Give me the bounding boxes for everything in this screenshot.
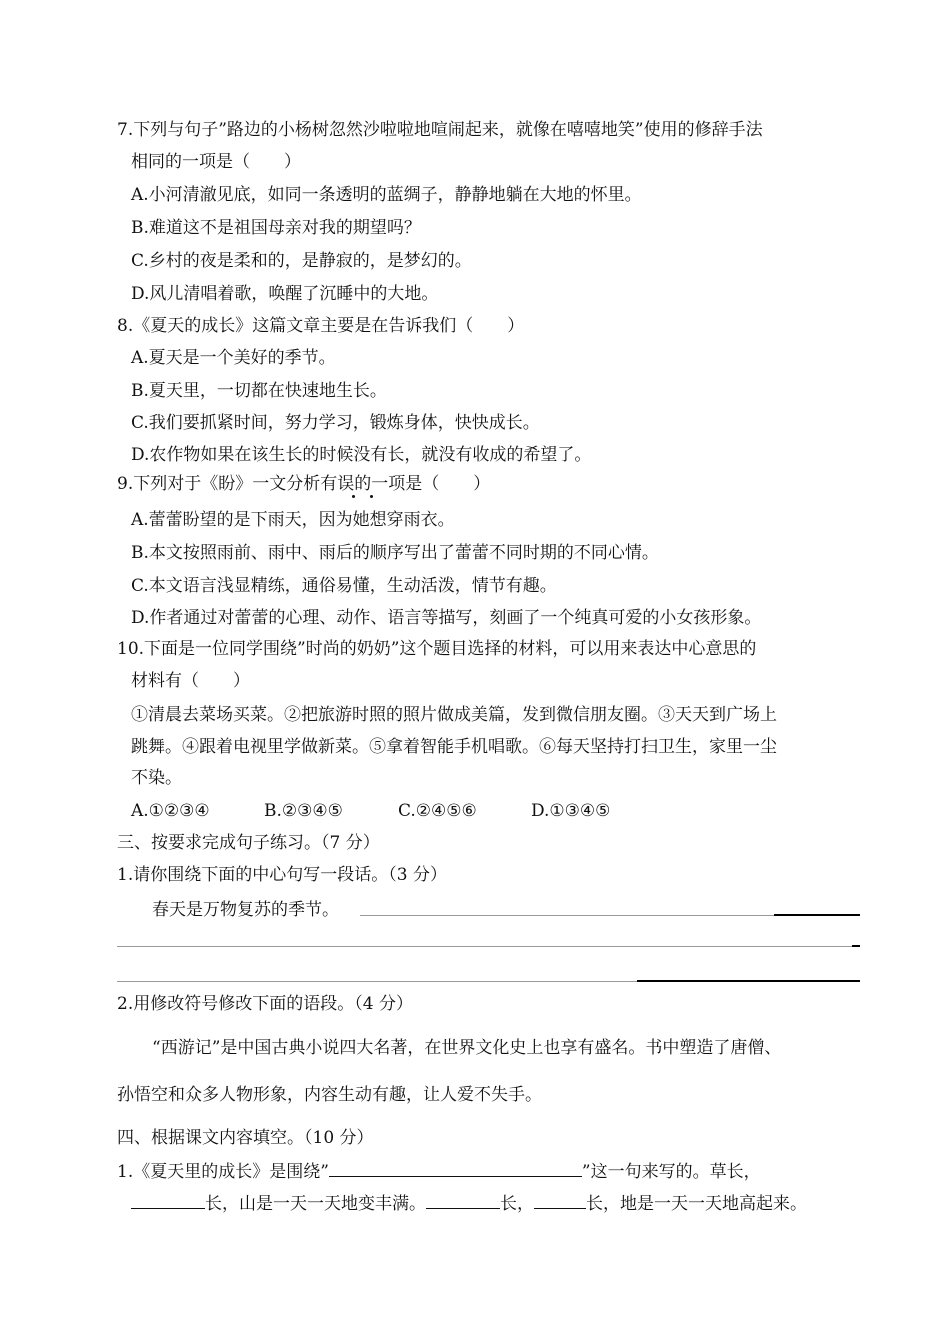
passage-line1: “西游记”是中国古典小说四大名著，在世界文化史上也享有盛名。书中塑造了唐僧、 [152, 1038, 782, 1058]
line2-text-b: 长， [500, 1194, 534, 1214]
q7-stem-line1: 7.下列与句子”路边的小杨树忽然沙啦啦地喧闹起来，就像在嘻嘻地笑”使用的修辞手法 [117, 120, 763, 140]
item1-text-a: 1.《夏天里的成长》是围绕” [117, 1162, 329, 1182]
q8-option-b: B.夏天里，一切都在快速地生长。 [131, 381, 387, 401]
q10-option-a: A.①②③④ [131, 801, 210, 821]
q10-option-d: D.①③④⑤ [531, 801, 611, 821]
q10-stem-line2: 材料有（ ） [131, 671, 250, 691]
answer-line [852, 945, 860, 947]
q9-option-d: D.作者通过对蕾蕾的心理、动作、语言等描写，刻画了一个纯真可爱的小女孩形象。 [131, 608, 762, 628]
section4-title: 四、根据课文内容填空。（10 分） [117, 1128, 374, 1148]
section3-title: 三、按要求完成句子练习。（7 分） [117, 833, 380, 853]
q7-stem-line2: 相同的一项是（ ） [131, 152, 301, 172]
q7-option-d: D.风儿清唱着歌，唤醒了沉睡中的大地。 [131, 284, 439, 304]
section3-item1: 1.请你围绕下面的中心句写一段话。（3 分） [117, 865, 447, 885]
q7-option-a: A.小河清澈见底，如同一条透明的蓝绸子，静静地躺在大地的怀里。 [131, 185, 642, 205]
section3-item2: 2.用修改符号修改下面的语段。（4 分） [117, 994, 413, 1014]
q9-stem: 9.下列对于《盼》一文分析有误的一项是（ ） [117, 474, 491, 494]
fill-blank[interactable] [534, 1190, 586, 1209]
q10-material-line1: ①清晨去菜场买菜。②把旅游时照的照片做成美篇，发到微信朋友圈。③天天到广场上 [131, 705, 777, 725]
q7-option-c: C.乡村的夜是柔和的，是静寂的，是梦幻的。 [131, 251, 472, 271]
writing-topic-sentence: 春天是万物复苏的季节。 [152, 900, 339, 920]
q10-option-b: B.②③④⑤ [264, 801, 343, 821]
q9-option-a: A.蕾蕾盼望的是下雨天，因为她想穿雨衣。 [131, 510, 455, 530]
item1-text-b: ”这一句来写的。草长， [581, 1162, 761, 1182]
answer-line [117, 981, 637, 982]
line2-text-a: 长，山是一天一天地变丰满。 [205, 1194, 426, 1214]
q8-option-c: C.我们要抓紧时间，努力学习，锻炼身体，快快成长。 [131, 413, 540, 433]
q8-stem: 8.《夏天的成长》这篇文章主要是在告诉我们（ ） [117, 316, 525, 336]
q8-option-d: D.农作物如果在该生长的时候没有长，就没有收成的希望了。 [131, 445, 592, 465]
section4-item1-line2 [131, 1190, 807, 1216]
answer-line [360, 915, 774, 916]
q7-option-b: B.难道这不是祖国母亲对我的期望吗？ [131, 218, 421, 238]
emphasis-dot [370, 495, 373, 498]
section4-item1 [117, 1158, 761, 1184]
q9-option-c: C.本文语言浅显精练，通俗易懂，生动活泼，情节有趣。 [131, 576, 557, 596]
q8-option-a: A.夏天是一个美好的季节。 [131, 348, 336, 368]
answer-line [117, 946, 852, 947]
line2-text-c: 长，地是一天一天地高起来。 [586, 1194, 807, 1214]
q10-stem-line1: 10.下面是一位同学围绕”时尚的奶奶”这个题目选择的材料，可以用来表达中心意思的 [117, 639, 757, 659]
q10-material-line3: 不染。 [131, 768, 182, 788]
answer-line [774, 914, 860, 916]
q9-option-b: B.本文按照雨前、雨中、雨后的顺序写出了蕾蕾不同时期的不同心情。 [131, 543, 659, 563]
fill-blank[interactable] [131, 1190, 205, 1209]
q10-material-line2: 跳舞。④跟着电视里学做新菜。⑤拿着智能手机唱歌。⑥每天坚持打扫卫生，家里一尘 [131, 737, 777, 757]
fill-blank[interactable] [329, 1158, 582, 1177]
q10-option-c: C.②④⑤⑥ [398, 801, 477, 821]
passage-line2: 孙悟空和众多人物形象，内容生动有趣，让人爱不失手。 [117, 1085, 542, 1105]
emphasis-dot [352, 495, 355, 498]
fill-blank[interactable] [426, 1190, 500, 1209]
answer-line [637, 980, 860, 982]
